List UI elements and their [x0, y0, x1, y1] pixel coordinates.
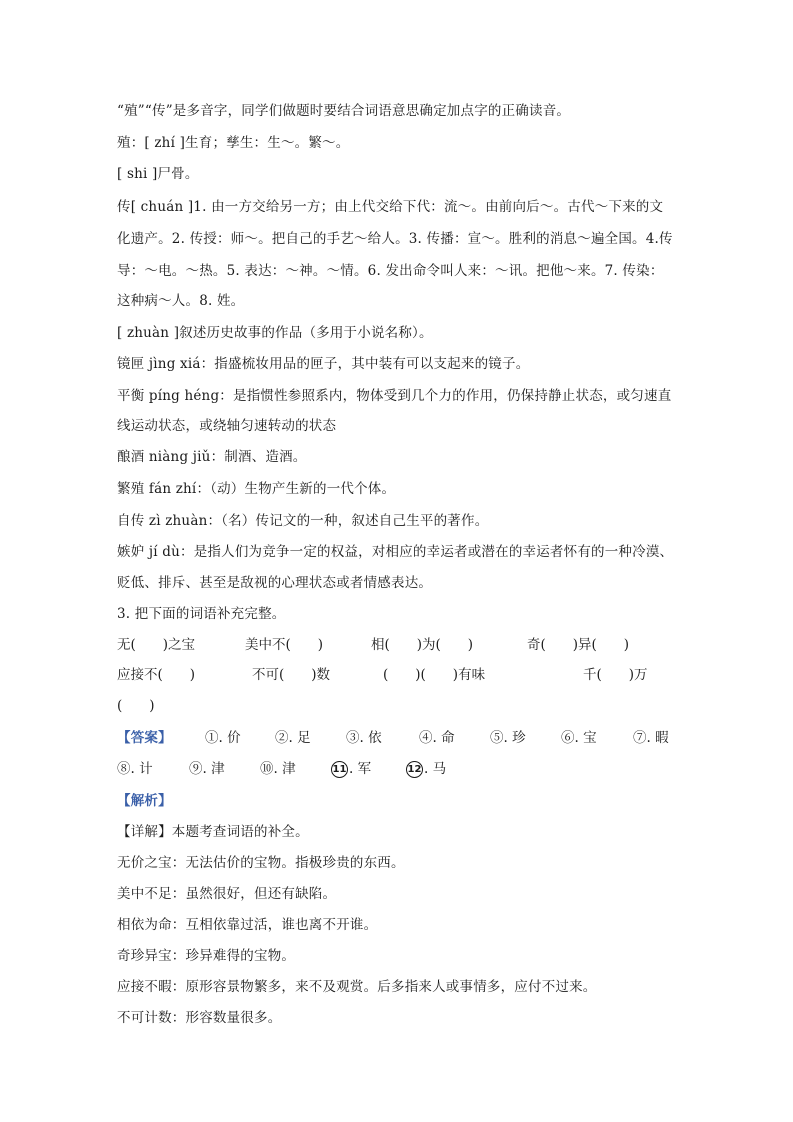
answer-label: 【答案】 [117, 730, 172, 746]
answer-text: . 马 [424, 761, 447, 777]
text-line: 殖：[ zhí ]生育；孳生：生～。繁～。 [117, 135, 350, 151]
answer-number: ⑩ [260, 761, 274, 777]
answer-number: ⑧ [117, 761, 131, 777]
text-line: 平衡 píng héng：是指惯性参照系内，物体受到几个力的作用，仍保持静止状态，或匀速直 [117, 388, 672, 404]
question-item: 无( )之宝 [117, 637, 196, 653]
answer-number: 11 [331, 761, 348, 778]
answer-item [490, 728, 526, 748]
text-line: 化遗产。2. 传授：师～。把自己的手艺～给人。3. 传播：宣～。胜利的消息～遍全国。4.传 [117, 231, 673, 247]
text-line: “殖”“传”是多音字，同学们做题时要结合词语意思确定加点字的正确读音。 [117, 103, 571, 119]
answer-text: . 依 [359, 730, 382, 746]
text-line: [ shi ]尸骨。 [117, 166, 199, 182]
text-line: 贬低、排斥、甚至是敌视的心理状态或者情感表达。 [117, 575, 433, 591]
answer-number: ⑤ [490, 730, 504, 746]
answer-number: ① [205, 730, 219, 746]
answer-number: ② [275, 730, 289, 746]
answer-number: ⑥ [561, 730, 575, 746]
answer-text: . 珍 [503, 730, 526, 746]
answer-item [561, 728, 597, 748]
question-item: 相( )为( ) [371, 637, 474, 653]
question-item: 奇( )异( ) [527, 637, 630, 653]
explanation-line: 美中不足：虽然很好，但还有缺陷。 [117, 886, 337, 902]
answer-item [205, 728, 241, 748]
answer-text: . 计 [130, 761, 153, 777]
explanation-line: 不可计数：形容数量很多。 [117, 1010, 282, 1026]
answer-item [633, 728, 669, 748]
text-line: 导：～电。～热。5. 表达：～神。～情。6. 发出命令叫人来：～讯。把他～来。7. 传染： [117, 263, 664, 279]
text-line: 酿酒 niàng jiǔ：制酒、造酒。 [117, 449, 307, 465]
question-item: 应接不( ) [117, 667, 196, 683]
answer-item [260, 759, 296, 779]
text-line: 这种病～人。8. 姓。 [117, 293, 245, 309]
answer-text: . 军 [349, 761, 372, 777]
answer-item [275, 728, 311, 748]
question-item: 千( )万 [583, 667, 648, 683]
text-line: 嫉妒 jí dù：是指人们为竞争一定的权益，对相应的幸运者或潜在的幸运者怀有的一种冷漠、 [117, 544, 674, 560]
answer-text: . 足 [288, 730, 311, 746]
answer-text: . 命 [432, 730, 455, 746]
answer-item [117, 759, 153, 779]
text-line: 自传 zì zhuàn：（名）传记文的一种，叙述自己生平的著作。 [117, 513, 489, 529]
answer-text: . 宝 [574, 730, 597, 746]
answer-item [189, 759, 225, 779]
explanation-line: 【详解】本题考查词语的补全。 [117, 824, 309, 840]
answer-text: . 暇 [646, 730, 669, 746]
answer-text: . 价 [218, 730, 241, 746]
answer-number: ③ [346, 730, 360, 746]
text-line: [ zhuàn ]叙述历史故事的作品（多用于小说名称）。 [117, 325, 433, 341]
text-line: 镜匣 jìng xiá：指盛梳妆用品的匣子，其中装有可以支起来的镜子。 [117, 356, 530, 372]
answer-item [331, 759, 371, 779]
answer-number: ④ [419, 730, 433, 746]
answer-item [406, 759, 446, 779]
explanation-line: 无价之宝：无法估价的宝物。指极珍贵的东西。 [117, 855, 405, 871]
text-line: 3. 把下面的词语补充完整。 [117, 606, 286, 622]
text-line: 传[ chuán ]1. 由一方交给另一方；由上代交给下代：流～。由前向后～。古代～下来的文 [117, 199, 664, 215]
answer-number: ⑦ [633, 730, 647, 746]
question-item: ( ) [117, 698, 155, 714]
answer-item [346, 728, 382, 748]
answer-number: ⑨ [189, 761, 203, 777]
answer-item [419, 728, 455, 748]
explanation-line: 相依为命：互相依靠过活，谁也离不开谁。 [117, 917, 378, 933]
question-item: 不可( )数 [252, 667, 331, 683]
answer-number: 12 [406, 761, 423, 778]
explanation-line: 奇珍异宝：珍异难得的宝物。 [117, 948, 296, 964]
text-line: 线运动状态，或绕轴匀速转动的状态 [117, 418, 337, 434]
answer-text: . 津 [273, 761, 296, 777]
question-item: ( )( )有味 [383, 667, 486, 683]
answer-text: . 津 [202, 761, 225, 777]
explanation-line: 应接不暇：原形容景物繁多，来不及观赏。后多指来人或事情多，应付不过来。 [117, 979, 597, 995]
text-line: 繁殖 fán zhí：（动）生物产生新的一代个体。 [117, 481, 396, 497]
analysis-label: 【解析】 [117, 793, 172, 809]
question-item: 美中不( ) [245, 637, 324, 653]
